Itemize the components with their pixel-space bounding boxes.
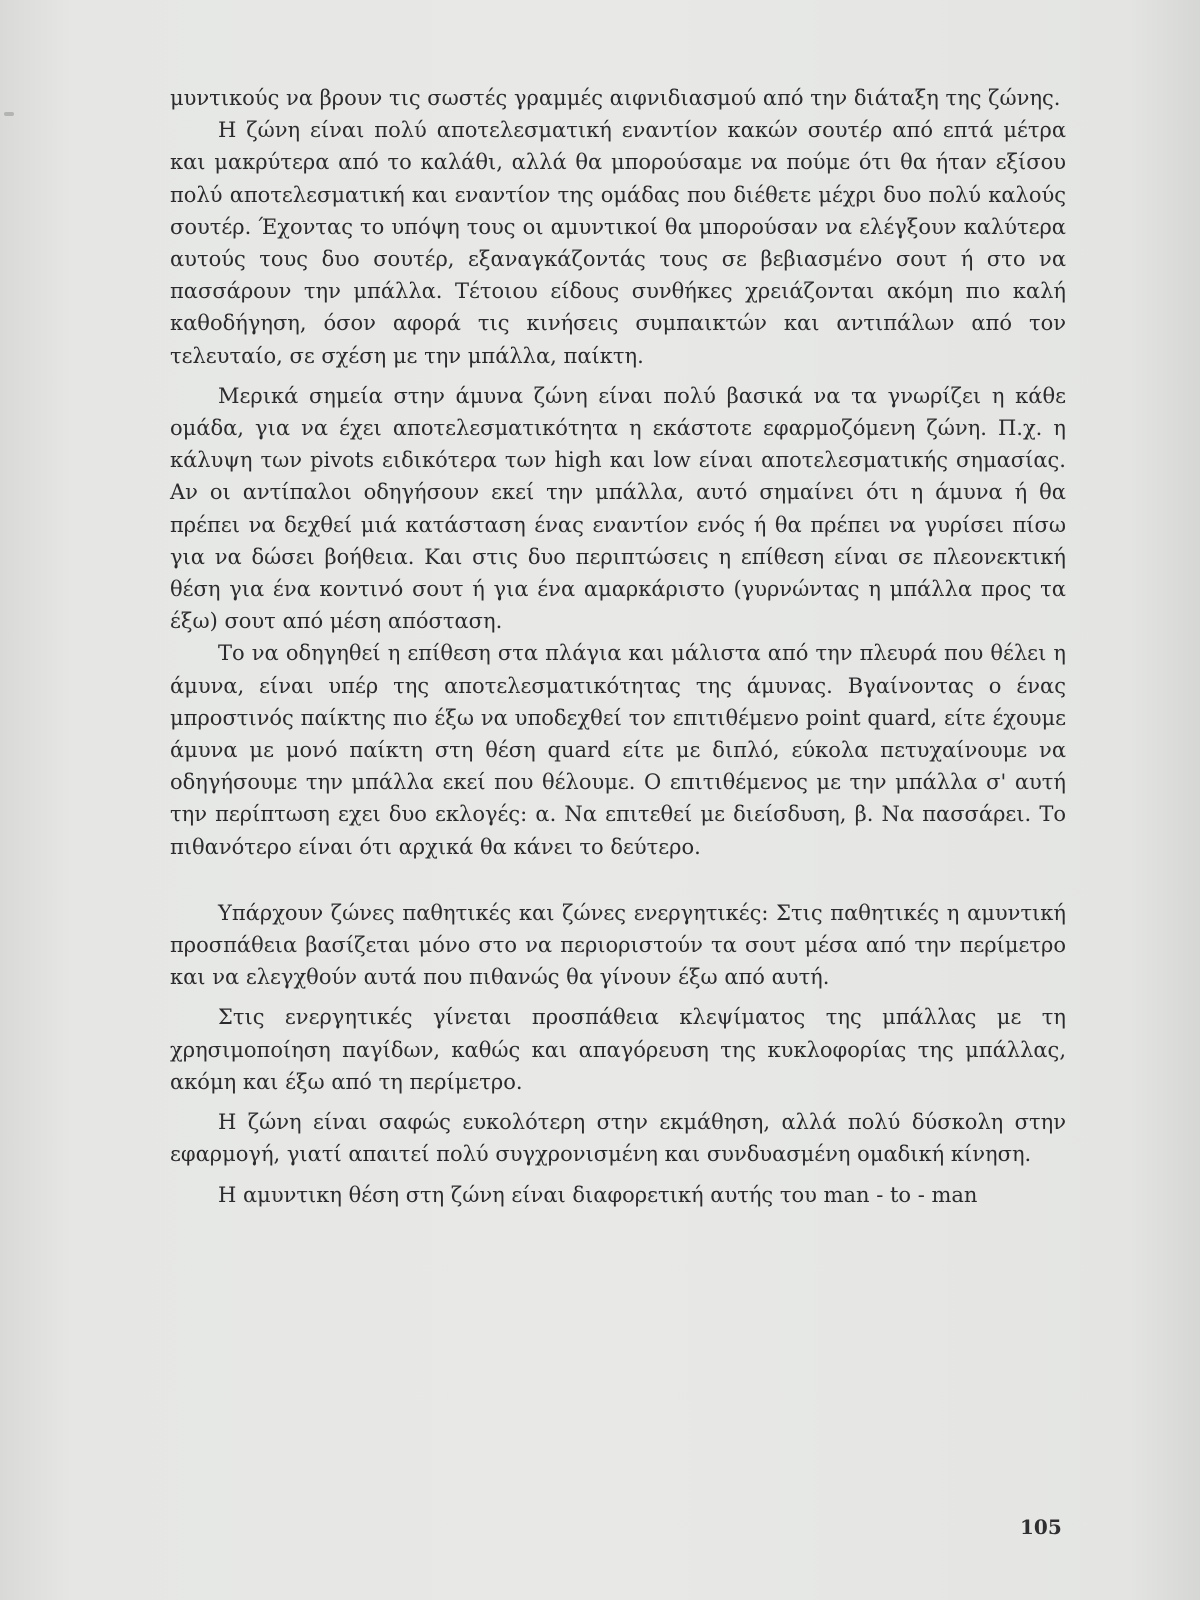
paragraph-active-zones: Στις ενεργητικές γίνεται προσπάθεια κλεψίματος της μπάλλας με τη χρησιμοποίηση παγίδων, καθώς και απαγόρευση της κυκλοφορίας της μπάλλας, ακόμη και έξω από τη περίμετρο. — [170, 1005, 1066, 1094]
paragraph-sideline-direction: Το να οδηγηθεί η επίθεση στα πλάγια και μάλιστα από την πλευρά που θέλει η άμυνα, είναι υπέρ της αποτελεσματικότητας της άμυνας. Βγαίνοντας ο ένας μπροστινός παίκτης πιο έξω να υποδεχθεί τον επιτιθέμενο point quard, είτε έχουμε άμυνα με μονό παίκτη στη θέση quard είτε με διπλό, εύκολα πετυχαίνουμε να οδηγήσουμε την μπάλλα εκεί που θέλουμε. Ο επιτιθέμενος με την μπάλλα σ' αυτή την περίπτωση εχει δυο εκλογές: α. Να επιτεθεί με διείσδυση, β. Να πασσάρει. Το πιθανότερο είναι ότι αρχικά θα κάνει το δεύτερο. — [170, 641, 1066, 859]
paragraph-zone-learning: Η ζώνη είναι σαφώς ευκολότερη στην εκμάθηση, αλλά πολύ δύσκολη στην εφαρμογή, γιατί απαιτεί πολύ συγχρονισμένη και συνδυασμένη ομαδική κίνηση. — [170, 1110, 1066, 1167]
page-number: 105 — [1020, 1515, 1062, 1539]
paragraph-continuation: μυντικούς να βρουν τις σωστές γραμμές αιφνιδιασμού από την διάταξη της ζώνης. — [170, 86, 1061, 110]
paragraph-zone-key-points: Μερικά σημεία στην άμυνα ζώνη είναι πολύ βασικά να τα γνωρίζει η κάθε ομάδα, για να έχει αποτελεσματικότητα η εκάστοτε εφαρμοζόμενη ζώνη. Π.χ. η κάλυψη των pivots ειδικότερα των high και low είναι αποτελεσματικής σημασίας. Αν οι αντίπαλοι οδηγήσουν εκεί την μπάλλα, αυτό σημαίνει ότι η άμυνα ή θα πρέπει να δεχθεί μιά κατάσταση ένας εναντίον ενός ή θα πρέπει να γυρίσει πίσω για να δώσει βοήθεια. Και στις δυο περιπτώσεις η επίθεση είναι σε πλεονεκτική θέση για ένα κοντινό σουτ ή για ένα αμαρκάριστο (γυρνώντας η μπάλλα προς τα έξω) σουτ από μέση απόσταση. — [170, 383, 1066, 634]
paragraph-zone-types: Υπάρχουν ζώνες παθητικές και ζώνες ενεργητικές: Στις παθητικές η αμυντική προσπάθεια βασίζεται μόνο στο να περιοριστούν τα σουτ μέσα από την περίμετρο και να ελεγχθούν αυτά που πιθανώς θα γίνουν έξω από αυτή. — [170, 900, 1066, 990]
paragraph-defensive-position: Η αμυντικη θέση στη ζώνη είναι διαφορετική αυτής του man - to - man — [218, 1182, 978, 1207]
body-text — [170, 82, 1066, 1211]
page-edge-mark — [4, 112, 14, 116]
paragraph-zone-effectiveness: Η ζώνη είναι πολύ αποτελεσματική εναντίον κακών σουτέρ από επτά μέτρα και μακρύτερα από το καλάθι, αλλά θα μπορούσαμε να πούμε ότι θα ήταν εξίσου πολύ αποτελεσματική και εναντίον της ομάδας που διέθετε μέχρι δυο πολύ καλούς σουτέρ. Έχοντας το υπόψη τους οι αμυντικοί θα μπορούσαν να ελέγξουν καλύτερα αυτούς τους δυο σουτέρ, εξαναγκάζοντάς τους σε βεβιασμένο σουτ ή στο να πασσάρουν την μπάλλα. Τέτοιου είδους συνθήκες χρειάζονται ακόμη πιο καλή καθοδήγηση, όσον αφορά τις κινήσεις συμπαικτών και αντιπάλων από τον τελευταίο, σε σχέση με την μπάλλα, παίκτη. — [170, 118, 1066, 368]
